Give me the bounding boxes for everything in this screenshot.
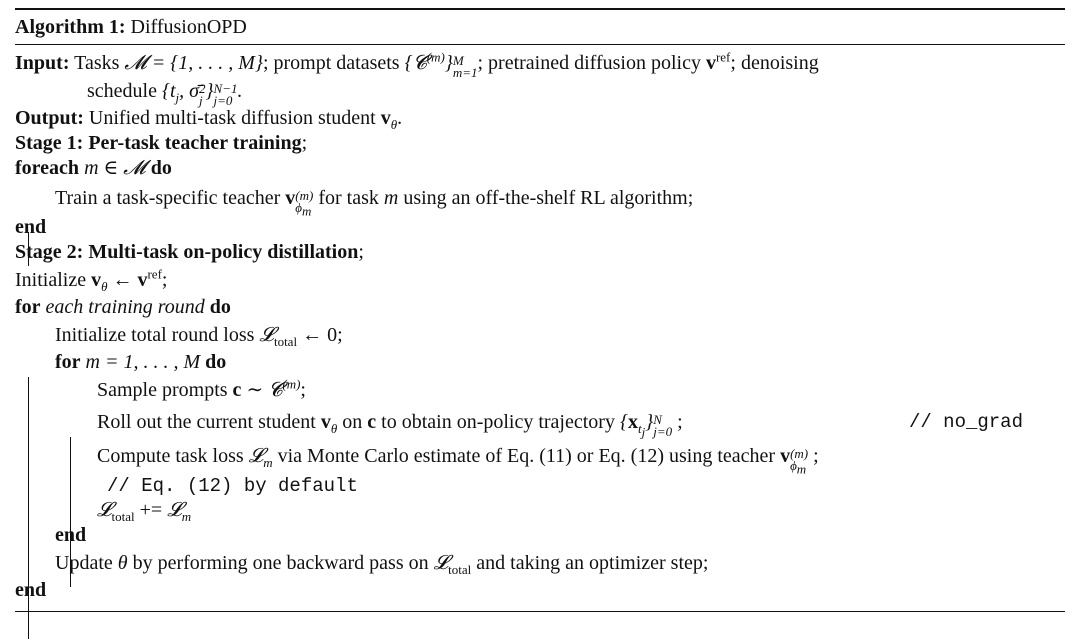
for-round-line: for each training round do xyxy=(15,296,231,318)
input-line: Input: Tasks 𝓜 = {1, . . . , M}; prompt datasets {𝓒$^{(m)}$} M m=1 ; pretrained diffusion policy $v^{ref}$; denoising xyxy=(15,49,819,80)
bottom-rule xyxy=(15,611,1065,612)
input-schedule-line: schedule {$t_j$, σ̄ 2 j } N−1 j=0 . xyxy=(87,80,243,108)
algorithm-name: DiffusionOPD xyxy=(130,16,247,38)
foreach-line: foreach m ∈ 𝓜 do xyxy=(15,157,172,179)
end-for-round: end xyxy=(15,579,47,601)
end-for-m: end xyxy=(55,524,87,546)
rollout-line: Roll out the current student $v_\theta$ on c to obtain on-policy trajectory $\{x_{t_j}\}$ N j=0 ; // no_grad xyxy=(15,405,1065,439)
train-line: Train a task-specific teacher v (m) $\phi_m$ for task m using an off-the-shelf RL algorithm; xyxy=(55,187,694,219)
default-comment: // Eq. (12) by default xyxy=(107,475,358,497)
sample-line: Sample prompts c ∼ 𝓒$^{(m)}$; xyxy=(97,376,306,401)
compute-line: Compute task loss 𝓛$_m$ via Monte Carlo estimate of Eq. (11) or Eq. (12) using teacher v (m) $\phi_m$ ; xyxy=(97,445,819,477)
init-line: Initialize $v_\theta$ ← $v^{ref}$; xyxy=(15,266,168,294)
output-line: Output: Unified multi-task diffusion student $v_\theta$. xyxy=(15,107,403,132)
end-foreach: end xyxy=(15,216,47,238)
stage2-line: Stage 2: Multi-task on-policy distillation; xyxy=(15,241,364,263)
accumulate-line: 𝓛$_{total}$ += 𝓛$_m$ xyxy=(97,499,192,524)
for-m-line: for m = 1, . . . , M do xyxy=(55,351,227,373)
init-loss-line: Initialize total round loss 𝓛$_{total}$ ← 0; xyxy=(55,324,343,349)
algorithm-box xyxy=(15,8,1065,612)
update-line: Update θ by performing one backward pass on 𝓛$_{total}$ and taking an optimizer step; xyxy=(55,552,709,577)
default-comment-line xyxy=(15,473,1065,498)
no-grad-comment: // no_grad xyxy=(908,411,1023,433)
algorithm-title xyxy=(15,10,1065,44)
algorithm-label: Algorithm 1: xyxy=(15,16,126,38)
stage1-line: Stage 1: Per-task teacher training; xyxy=(15,132,308,154)
algorithm-body xyxy=(15,45,1065,611)
